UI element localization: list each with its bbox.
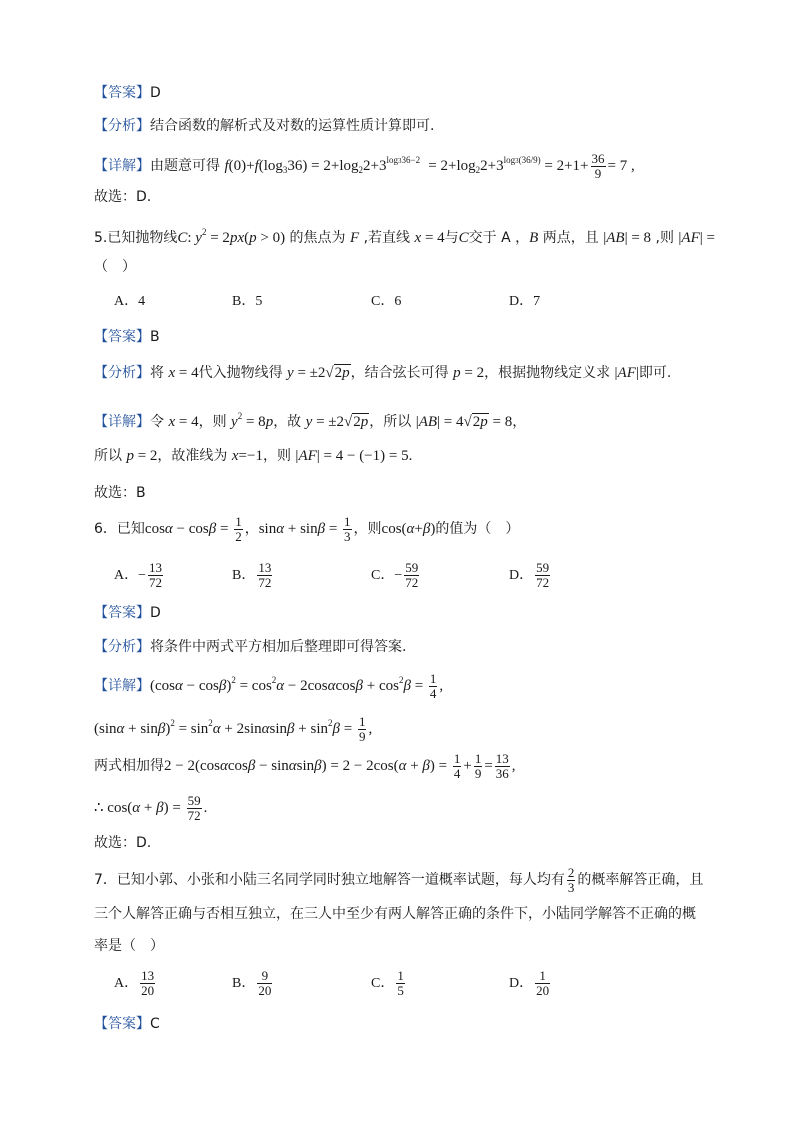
q5-option-c[interactable]: C．6 [371,294,402,309]
q5-option-d[interactable]: D．7 [509,294,541,309]
q6-option-d[interactable]: D． $\frac{59}{72}$ [509,560,550,591]
q6-detail-line4: ∴ cos(α + β) = $\frac{59}{72}$ . [94,792,208,823]
q7-answer-line [94,1014,160,1034]
q5-stem-line2: （ ） [94,259,136,275]
q7-option-c[interactable]: C． $\frac{1}{5}$ [371,968,404,999]
q5-analysis-line: 【分析】将 x = 4代入抛物线得 y = ±2√2p，结合弦长可得 p = 2，根据抛物线定义求 |AF|即可. [94,365,672,381]
q7-stem-line1: 7．已知小郭、小张和小陆三名同学同时独立地解答一道概率试题，每人均有 $\frac{2}{3}$ 的概率解答正确，且 [94,864,704,895]
q4-detail-formula: $f(0)+f(\log_336) = 2+\log_22+3^{log336-2} = 2+\log_22+3^{log3(36/9)} = 2+1+$ $\frac{36}{9}$ = 7 , [224,150,635,181]
q4-answer-value: D [150,85,161,101]
q5-option-b[interactable]: B．5 [232,294,263,309]
q7-option-a[interactable]: A． $\frac{13}{20}$ [114,968,155,999]
q6-detail-line1: 【详解】$(\cos\alpha - \cos\beta)^2 = \cos^2\alpha - 2\cos\alpha\cos\beta + \cos^2\beta$ = $\frac{1}{4}$ , [94,670,444,701]
q5-option-a[interactable]: A．4 [114,294,146,309]
detail-tag: 【详解】 [94,414,150,430]
q6-option-a[interactable]: A．− $\frac{13}{72}$ [114,560,163,591]
q6-analysis-text: 将条件中两式平方相加后整理即可得答案. [150,639,407,655]
q7-option-d[interactable]: D． $\frac{1}{20}$ [509,968,550,999]
analysis-tag: 【分析】 [94,365,150,381]
q7-stem-line3: 率是（ ） [94,938,164,954]
answer-tag: 【答案】 [94,1016,150,1032]
detail-tag: 【详解】 [94,158,150,174]
analysis-tag: 【分析】 [94,118,150,134]
answer-tag: 【答案】 [94,605,150,621]
q4-detail-line [94,150,635,181]
q6-option-c[interactable]: C．− $\frac{59}{72}$ [371,560,419,591]
q5-stem-line1: 5.已知抛物线C: $y^2 = 2px(p > 0)$ 的焦点为 F ,若直线 x = 4与C交于 A ，B 两点，且 |AB| = 8 ,则 |AF| = [94,227,715,246]
detail-tag: 【详解】 [94,678,150,694]
q5-detail-line1: 【详解】令 x = 4，则 $y^2 = 8p$，故 y = ±2√2p，所以 |AB| = 4√2p = 8， [94,411,527,430]
q7-option-b[interactable]: B． $\frac{9}{20}$ [232,968,272,999]
q4-detail-lead: 由题意可得 [150,158,220,174]
analysis-tag: 【分析】 [94,639,150,655]
q6-answer-line [94,603,161,623]
q6-stem: 6．已知cosα − cosβ = $\frac{1}{2}$ ，sinα + sinβ = $\frac{1}{3}$ ，则cos(α+β)的值为（ ） [94,513,520,544]
q7-stem-line2: 三个人解答正确与否相互独立，在三人中至少有两人解答正确的条件下，小陆同学解答不正确的概 [94,906,696,922]
q4-analysis-line [94,116,434,136]
q6-detail-line3: 两式相加得2 − 2(cosαcosβ − sinαsinβ) = 2 − 2cos(α + β) = $\frac{1}{4}$ + $\frac{1}{9}$ = $\frac{13}{36}$ , [94,750,516,781]
answer-tag: 【答案】 [94,329,150,345]
q7-answer-value: C [150,1016,160,1032]
q6-detail-line2: $(\sin\alpha + \sin\beta)^2 = \sin^2\alpha + 2\sin\alpha\sin\beta + \sin^2\beta$ = $\frac{1}{9}$ , [94,713,373,744]
q5-detail-line2: 所以 p = 2，故准线为 x=−1，则 |AF| = 4 − (−1) = 5. [94,448,413,464]
q6-analysis-line [94,637,406,657]
q5-conclusion: 故选：B [94,485,146,501]
q4-conclusion: 故选：D. [94,189,152,205]
answer-tag: 【答案】 [94,85,150,101]
q6-conclusion: 故选：D. [94,835,152,851]
q5-answer-line [94,327,160,347]
q6-answer-value: D [150,605,161,621]
q6-option-b[interactable]: B． $\frac{13}{72}$ [232,560,272,591]
q5-answer-value: B [150,329,160,345]
q4-answer-line [94,83,161,103]
q4-analysis-text: 结合函数的解析式及对数的运算性质计算即可. [150,118,435,134]
